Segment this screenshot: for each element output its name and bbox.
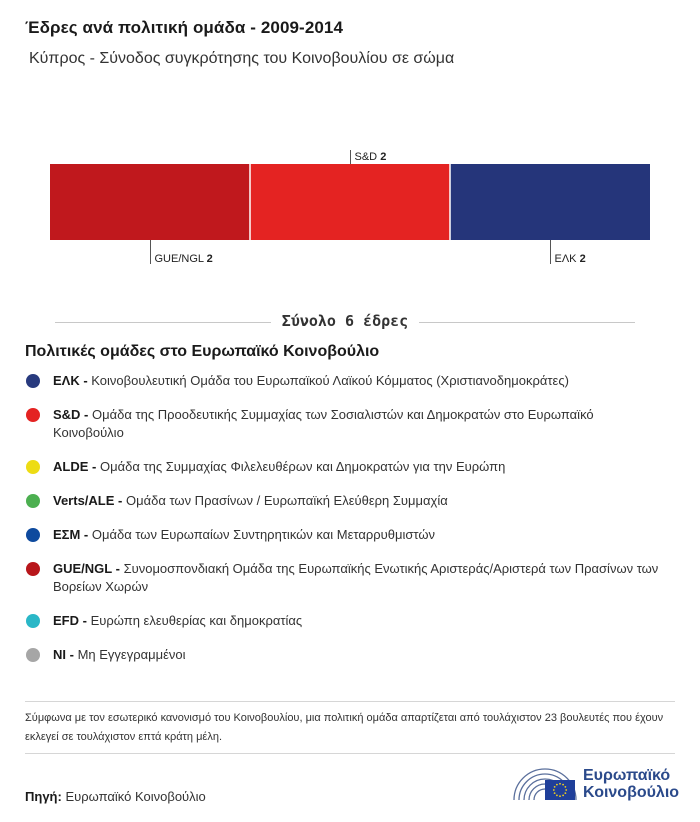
chart-subtitle: Κύπρος - Σύνοδος συγκρότησης του Κοινοβουλίου σε σώμα — [29, 50, 455, 67]
color-dot — [26, 614, 40, 628]
note-divider-top — [25, 701, 675, 702]
data-label: ΕΛΚ 2 — [554, 253, 586, 265]
data-label: S&D 2 — [354, 151, 387, 163]
legend-abbr: S&D - — [53, 407, 89, 422]
legend-item-efd — [25, 612, 665, 630]
note-divider-bottom — [25, 753, 675, 754]
legend-desc: Συνομοσπονδιακή Ομάδα της Ευρωπαϊκής Ενωτικής Αριστεράς/Αριστερά των Πρασίνων των Βορείων Χωρών — [53, 561, 659, 594]
color-dot — [26, 562, 40, 576]
flag-star — [564, 786, 566, 788]
color-dot — [26, 460, 40, 474]
flag-star — [559, 783, 561, 785]
flag-star — [562, 784, 564, 786]
legend-abbr: ΕΛΚ - — [53, 373, 88, 388]
flag-star — [556, 784, 558, 786]
bar-segment — [50, 164, 250, 240]
divider-line-right — [419, 322, 635, 323]
hemicycle-flag-icon — [512, 764, 578, 806]
flag-star — [564, 792, 566, 794]
legend-item-alde — [25, 458, 665, 476]
source-label: Πηγή: — [25, 789, 62, 804]
legend-desc: Μη Εγγεγραμμένοι — [77, 647, 186, 662]
legend-item-gue-ngl — [25, 560, 665, 596]
total-seats-row — [55, 312, 635, 334]
color-dot — [26, 374, 40, 388]
legend-item-greens — [25, 492, 665, 510]
flag-star — [565, 789, 567, 791]
flag-star — [556, 794, 558, 796]
legend-item-epp — [25, 372, 665, 390]
legend-abbr: EFD - — [53, 613, 87, 628]
legend-desc: Ομάδα της Προοδευτικής Συμμαχίας των Σοσιαλιστών και Δημοκρατών στο Ευρωπαϊκό Κοινοβούλιο — [53, 407, 594, 440]
legend-item-ni — [25, 646, 665, 664]
legend-title: Πολιτικές ομάδες στο Ευρωπαϊκό Κοινοβούλιο — [25, 343, 380, 360]
legend-abbr: GUE/NGL - — [53, 561, 120, 576]
legend — [25, 372, 665, 664]
color-dot — [26, 528, 40, 542]
flag-star — [553, 789, 555, 791]
flag-star — [562, 794, 564, 796]
stacked-bar-chart — [0, 140, 700, 280]
source-value: Ευρωπαϊκό Κοινοβούλιο — [65, 789, 206, 804]
flag-star — [554, 792, 556, 794]
chart-title: Έδρες ανά πολιτική ομάδα - 2009-2014 — [25, 18, 344, 37]
legend-abbr: ΕΣΜ - — [53, 527, 89, 542]
european-parliament-logo — [512, 764, 682, 806]
source-line — [25, 789, 206, 804]
legend-item-sd — [25, 406, 665, 442]
legend-desc: Ευρώπη ελευθερίας και δημοκρατίας — [90, 613, 303, 628]
legend-desc: Κοινοβουλευτική Ομάδα του Ευρωπαϊκού Λαϊκού Κόμματος (Χριστιανοδημοκράτες) — [91, 373, 569, 388]
bar-segment — [450, 164, 650, 240]
legend-desc: Ομάδα των Ευρωπαίων Συντηρητικών και Μεταρρυθμιστών — [91, 527, 436, 542]
legend-abbr: ALDE - — [53, 459, 97, 474]
legend-desc: Ομάδα της Συμμαχίας Φιλελευθέρων και Δημοκρατών για την Ευρώπη — [99, 459, 506, 474]
color-dot — [26, 408, 40, 422]
legend-abbr: NI - — [53, 647, 74, 662]
legend-abbr: Verts/ALE - — [53, 493, 123, 508]
logo-line-1: Ευρωπαϊκό — [583, 767, 671, 784]
footnote: Σύμφωνα με τον εσωτερικό κανονισμό του Κοινοβουλίου, μια πολιτική ομάδα απαρτίζεται από τουλάχιστον 23 βουλευτές που έχουν εκλεγεί σε τουλάχιστον επτά κράτη μέλη. — [25, 712, 664, 743]
logo-wordmark — [583, 767, 679, 801]
color-dot — [26, 494, 40, 508]
bar-segment — [250, 164, 450, 240]
flag-star — [559, 795, 561, 797]
color-dot — [26, 648, 40, 662]
total-seats-label: Σύνολο 6 έδρες — [281, 312, 409, 330]
legend-item-ecr — [25, 526, 665, 544]
data-label: GUE/NGL 2 — [154, 253, 213, 265]
legend-desc: Ομάδα των Πρασίνων / Ευρωπαϊκή Ελεύθερη Συμμαχία — [125, 493, 448, 508]
flag-star — [554, 786, 556, 788]
logo-line-2: Κοινοβούλιο — [583, 784, 680, 801]
